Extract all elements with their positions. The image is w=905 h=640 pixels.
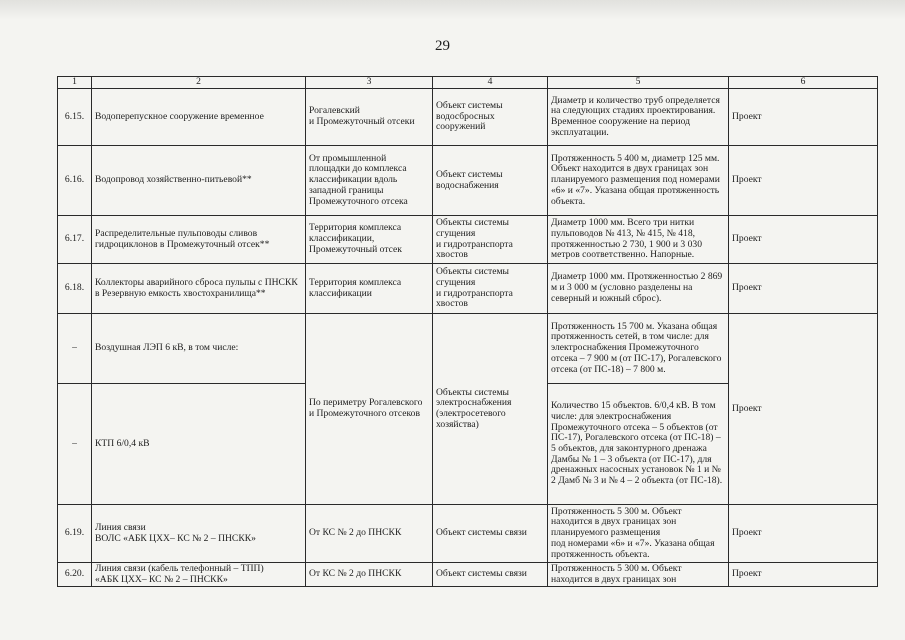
object-location: От промышленной площадки до комплекса классификации вдоль западной границы Промежуточного отсека: [306, 146, 433, 216]
object-description: Диаметр и количество труб определяется на следующих стадиях проектирования. Временное сооружение на период эксплуатации.: [548, 89, 729, 146]
header-cell: 4: [433, 77, 548, 89]
object-name: Линия связи (кабель телефонный – ТПП) «АБК ЦХХ– КС № 2 – ПНСКК»: [92, 563, 306, 587]
object-type: Объект системы связи: [433, 505, 548, 563]
object-description: Диаметр 1000 мм. Всего три нитки пульповодов № 413, № 415, № 418, протяженностью 2 730, 1 900 и 3 030 метров соответственно. Напорные.: [548, 216, 729, 264]
object-name: КТП 6/0,4 кВ: [92, 384, 306, 505]
object-location: Рогалевский и Промежуточный отсеки: [306, 89, 433, 146]
object-location: По периметру Рогалевского и Промежуточного отсеков: [306, 314, 433, 505]
object-type: Объект системы водоснабжения: [433, 146, 548, 216]
object-description: Протяженность 5 300 м. Объект находится в двух границах зон: [548, 563, 729, 587]
header-cell: 6: [729, 77, 878, 89]
object-name: Распределительные пульповоды сливов гидроциклонов в Промежуточный отсек**: [92, 216, 306, 264]
table-row: [58, 563, 878, 587]
table-row: [58, 216, 878, 264]
object-location: От КС № 2 до ПНСКК: [306, 505, 433, 563]
object-name: Водоперепускное сооружение временное: [92, 89, 306, 146]
header-cell: 5: [548, 77, 729, 89]
object-type: Объект системы водосбросных сооружений: [433, 89, 548, 146]
table-row: [58, 146, 878, 216]
object-status: Проект: [729, 264, 878, 314]
header-cell: 3: [306, 77, 433, 89]
object-location: Территория комплекса классификации: [306, 264, 433, 314]
object-name: Водопровод хозяйственно-питьевой**: [92, 146, 306, 216]
row-number: 6.16.: [58, 146, 92, 216]
object-description: Диаметр 1000 мм. Протяженностью 2 869 м и 3 000 м (условно разделены на северный и южный сброс).: [548, 264, 729, 314]
table-row: [58, 505, 878, 563]
object-type: Объект системы связи: [433, 563, 548, 587]
object-location: От КС № 2 до ПНСКК: [306, 563, 433, 587]
row-number: 6.15.: [58, 89, 92, 146]
object-name: Воздушная ЛЭП 6 кВ, в том числе:: [92, 314, 306, 384]
table-row: [58, 264, 878, 314]
header-cell: 2: [92, 77, 306, 89]
object-status: Проект: [729, 89, 878, 146]
object-location: Территория комплекса классификации, Промежуточный отсек: [306, 216, 433, 264]
object-type: Объекты системы сгущения и гидротранспорта хвостов: [433, 216, 548, 264]
table-row: [58, 314, 878, 384]
row-number: 6.20.: [58, 563, 92, 587]
object-type: Объекты системы сгущения и гидротранспорта хвостов: [433, 264, 548, 314]
object-description: Протяженность 5 400 м, диаметр 125 мм. Объект находится в двух границах зон планируемого размещения под номерами «6» и «7». Указана общая протяженность объекта.: [548, 146, 729, 216]
objects-table: [57, 76, 878, 587]
header-cell: 1: [58, 77, 92, 89]
header-row: [58, 77, 878, 89]
row-number: 6.19.: [58, 505, 92, 563]
object-description: Протяженность 5 300 м. Объект находится в двух границах зон планируемого размещения под номерами «6» и «7». Указана общая протяженность объекта.: [548, 505, 729, 563]
object-description: Количество 15 объектов. 6/0,4 кВ. В том числе: для электроснабжения Промежуточного отсека – 5 объектов (от ПС-17), Рогалевского отсека (от ПС-18) – 5 объектов, для законтурного дренажа Дамбы № 1 – 3 объекта (от ПС-17), для дренажных насосных установок № 1 и № 2 Дамб № 3 и № 4 – 2 объекта (от ПС-18).: [548, 384, 729, 505]
row-number: –: [58, 314, 92, 384]
object-name: Коллекторы аварийного сброса пульпы с ПНСКК в Резервную емкость хвостохранилища**: [92, 264, 306, 314]
object-status: Проект: [729, 505, 878, 563]
object-description: Протяженность 15 700 м. Указана общая протяженность сетей, в том числе: для электроснабжения Промежуточного отсека – 7 900 м (от ПС-17), Рогалевского отсека (от ПС-18) – 7 800 м.: [548, 314, 729, 384]
row-number: 6.18.: [58, 264, 92, 314]
row-number: –: [58, 384, 92, 505]
object-status: Проект: [729, 314, 878, 505]
row-number: 6.17.: [58, 216, 92, 264]
object-type: Объекты системы электроснабжения (электросетевого хозяйства): [433, 314, 548, 505]
page-number: 29: [435, 38, 450, 54]
object-status: Проект: [729, 563, 878, 587]
scan-shadow: [0, 0, 905, 20]
object-name: Линия связи ВОЛС «АБК ЦХХ– КС № 2 – ПНСКК»: [92, 505, 306, 563]
object-status: Проект: [729, 146, 878, 216]
object-status: Проект: [729, 216, 878, 264]
table-row: [58, 89, 878, 146]
